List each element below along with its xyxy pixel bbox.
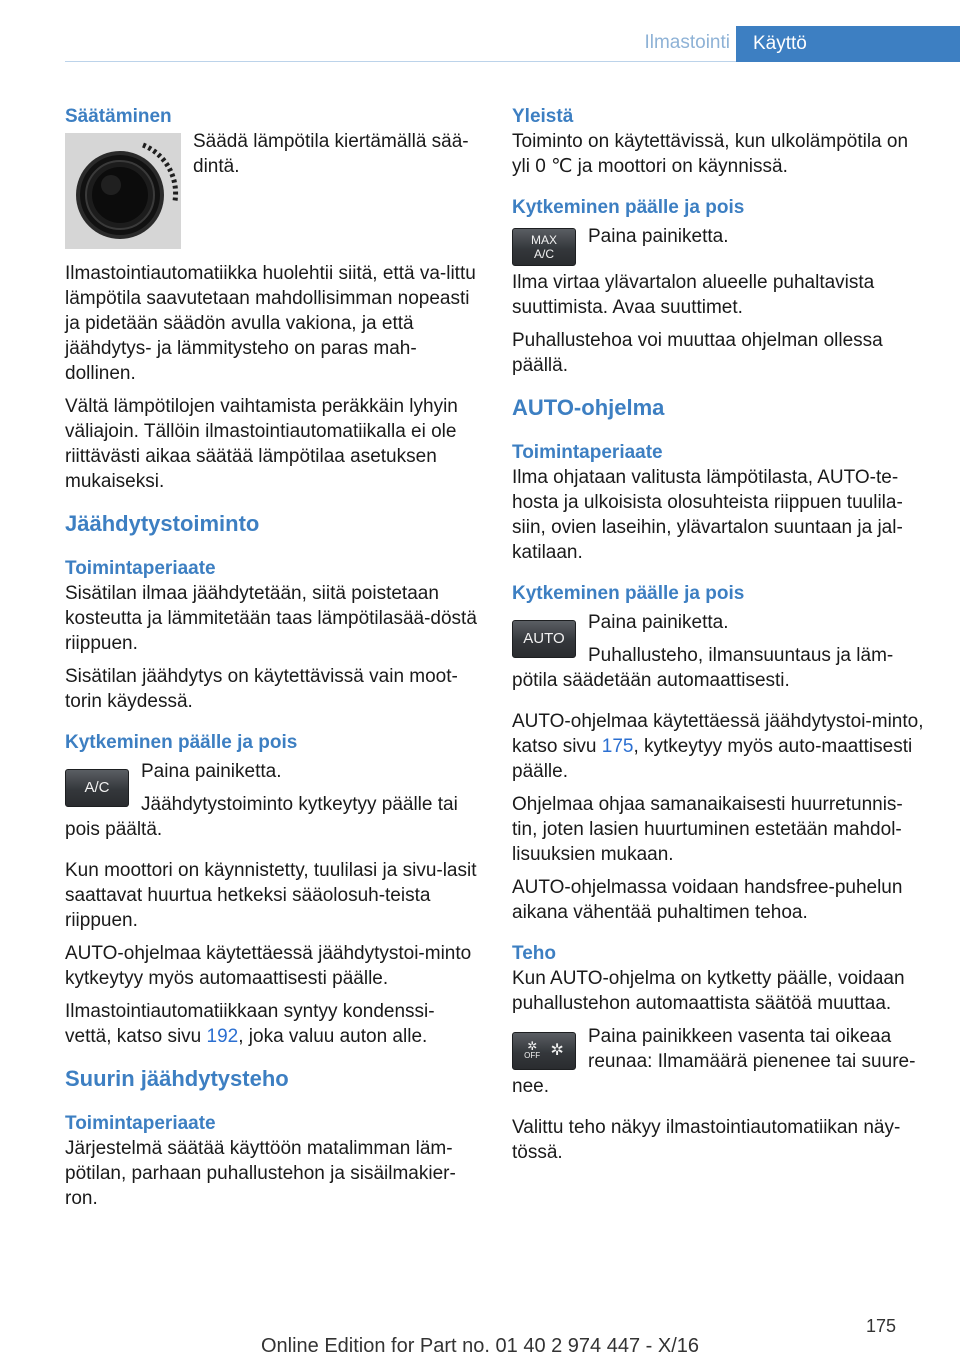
auto-subtitle-switching: Kytkeminen päälle ja pois [512,583,745,604]
auto-paragraph-4-end: , kytkeytyy myös auto-maattisesti päälle. [512,736,913,782]
auto-paragraph-6: AUTO-ohjelmassa voidaan handsfree-puhelun aikana vähentää puhaltimen tehoa. [512,877,903,923]
teho-paragraph-1: Kun AUTO-ohjelma on kytketty päälle, voidaan puhallustehon automaattista säätöä muuttaa. [512,968,905,1014]
cooling-paragraph-3: Paina painiketta. [141,761,282,782]
auto-paragraph-2: Paina painiketta. [588,612,729,633]
heading-auto-program: AUTO-ohjelma [512,395,665,420]
max-ac-button-block [512,224,926,270]
general-paragraph-4: Puhallustehoa voi muuttaa ohjelman ollessa päällä. [512,330,883,376]
heading-cooling-function: Jäähdytystoiminto [65,511,260,536]
auto-paragraph-4-text: AUTO-ohjelmaa käytettäessä jäähdytystoi-minto, katso sivu [512,711,924,757]
auto-paragraph-1: Ilma ohjataan valitusta lämpötilasta, AUTO-te-hosta ja ulkoisista olosuhteista riippuen tuulila-siin, ovien laseihin, ylävartalon suuntaan ja jal-katilaan. [512,467,903,563]
auto-button-block [512,610,926,701]
cooling-paragraph-7-end: , joka valuu auton alle. [238,1026,428,1047]
teho-paragraph-2: Paina painikkeen vasenta tai oikeaa reunaa: Ilmamäärä pienenee tai suure-nee. [512,1026,916,1097]
general-subtitle: Yleistä [512,106,574,127]
auto-subtitle-principle: Toimintaperiaate [512,442,663,463]
ac-button-block [65,759,477,850]
header-chapter-tab: Käyttö [736,26,960,62]
page-number: 175 [865,1316,896,1336]
temperature-knob-image [65,133,181,249]
cooling-paragraph-6: AUTO-ohjelmaa käytettäessä jäähdytystoi-minto kytkeytyy myös automaattisesti päälle. [65,943,472,989]
adjust-paragraph-1: Säädä lämpötila kiertämällä sää-dintä. [193,131,469,177]
knob-icon [65,133,181,249]
teho-subtitle: Teho [512,943,556,964]
fan-button-block [512,1024,926,1107]
auto-paragraph-4 [512,709,926,784]
fan-off-label: OFF [524,1051,541,1060]
general-paragraph-2: Paina painiketta. [588,226,729,247]
general-paragraph-3: Ilma virtaa ylävartalon alueelle puhaltavista suuttimista. Avaa suuttimet. [512,272,875,318]
max-ac-button-line-1: MAX [530,233,557,247]
cooling-paragraph-7 [65,999,477,1049]
teho-paragraph-3: Valittu teho näkyy ilmastointiautomatiikan näy-tössä. [512,1117,901,1163]
adjust-paragraph-3: Vältä lämpötilojen vaihtamista peräkkäin lyhyin väliajoin. Tällöin ilmastointiautomatiikalla ei ole riittävästi aikaa säätää lämpötilaa asetuksen mukaiseksi. [65,396,458,492]
fan-icon: ✲ [550,1042,564,1059]
auto-button-icon: AUTO [512,620,576,658]
max-ac-button-icon [512,228,576,266]
general-subtitle-switching: Kytkeminen päälle ja pois [512,197,745,218]
max-ac-button-line-2: A/C [533,247,554,261]
ac-button-icon: A/C [65,769,129,807]
cooling-paragraph-4: Jäähdytystoiminto kytkeytyy päälle tai pois päältä. [65,794,458,840]
auto-paragraph-5: Ohjelmaa ohjaa samanaikaisesti huurretunnis-tin, joten lasien huurtuminen estetään mahdol-lisuuksien mukaan. [512,794,903,865]
heading-max-cooling: Suurin jäähdytysteho [65,1066,289,1091]
page-link-175[interactable]: 175 [601,736,634,757]
general-paragraph-1: Toiminto on käytettävissä, kun ulkolämpötila on yli 0 ℃ ja moottori on käynnissä. [512,131,909,177]
cooling-subtitle-principle: Toimintaperiaate [65,558,216,579]
fan-off-icon: ✲ OFF [524,1039,541,1060]
fan-speed-button-icon [512,1032,576,1070]
cooling-paragraph-2: Sisätilan jäähdytys on käytettävissä vain moot-torin käydessä. [65,666,458,712]
temperature-knob-block [65,129,477,253]
auto-paragraph-3: Puhallusteho, ilmansuuntaus ja läm-pötila säädetään automaattisesti. [512,645,894,691]
page-header [65,26,960,62]
cooling-paragraph-1: Sisätilan ilmaa jäähdytetään, siitä poistetaan kosteutta ja lämmitetään taas lämpötilasää-döstä riippuen. [65,583,477,654]
adjust-paragraph-2: Ilmastointiautomatiikka huolehtii siitä, että va-littu lämpötila saavutetaan mahdollisimman nopeasti ja pidetään säädön avulla vakiona, ja että jäähdytys- ja lämmitysteho on paras mah-dollinen. [65,263,476,384]
header-section-title: Ilmastointi [644,32,730,53]
max-paragraph-1: Järjestelmä säätää käyttöön matalimman läm-pötilan, parhaan puhallustehon ja sisäilmakier-ron. [65,1138,456,1209]
cooling-subtitle-switching: Kytkeminen päälle ja pois [65,732,298,753]
max-subtitle-principle: Toimintaperiaate [65,1113,216,1134]
cooling-paragraph-7-text: Ilmastointiautomatiikkaan syntyy kondenssi-vettä, katso sivu [65,1001,435,1047]
page-link-192[interactable]: 192 [206,1026,239,1047]
cooling-paragraph-5: Kun moottori on käynnistetty, tuulilasi ja sivu-lasit saattavat huurtua hetkeksi sääolosuh-teista riippuen. [65,860,477,931]
section-subtitle-adjusting: Säätäminen [65,106,172,127]
footer-edition: Online Edition for Part no. 01 40 2 974 447 - X/16 [260,1335,700,1357]
right-column [512,104,926,1173]
left-column [65,104,477,1219]
